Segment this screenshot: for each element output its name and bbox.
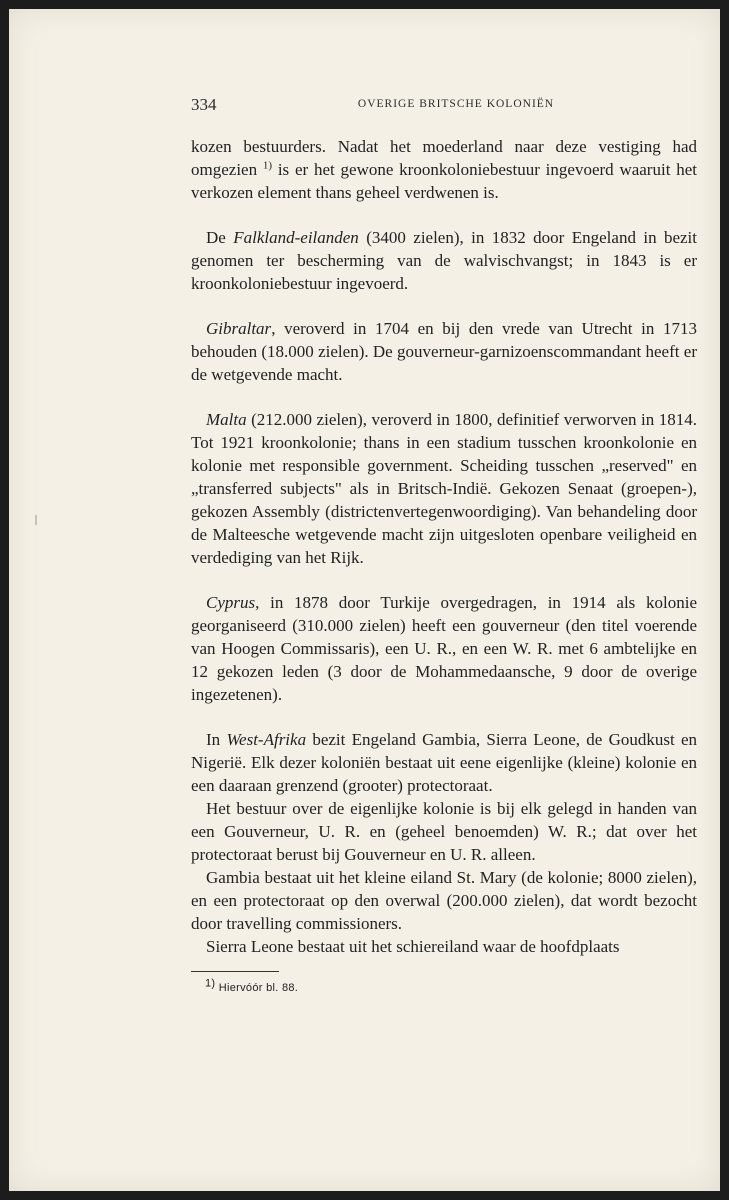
paragraph-gibraltar: Gibraltar, veroverd in 1704 en bij den vrede van Utrecht in 1713 behouden (18.000 zielen). De gouverneur-garnizoenscommandant heeft er de wetgevende macht. [191, 319, 697, 384]
footnote-divider [191, 971, 279, 972]
paragraph-sierra-leone: Sierra Leone bestaat uit het schiereiland waar de hoofdplaats [206, 937, 620, 956]
footnote-reference: 1) [262, 159, 273, 172]
footnote-text: Hiervóór bl. 88. [215, 982, 299, 994]
paragraph-falkland: De Falkland-eilanden (3400 zielen), in 1832 door Engeland in bezit genomen ter bescherming van de walvischvangst; in 1843 is er kroonkoloniebestuur ingevoerd. [191, 228, 698, 293]
place-name: West-Afrika [226, 730, 307, 749]
place-name: Cyprus [206, 593, 256, 612]
paragraph-cyprus: Cyprus, in 1878 door Turkije overgedragen, in 1914 als kolonie georganiseerd (310.000 zielen) heeft een gouverneur (den titel voerende van Hoogen Commissaris), een U. R., en een W. R. met 6 ambtelijke en 12 gekozen leden (3 door de Mohammedaansche, 9 door de overige ingezetenen). [191, 593, 697, 704]
place-name: Gibraltar [206, 319, 272, 338]
paragraph-bestuur: Het bestuur over de eigenlijke kolonie is bij elk gelegd in handen van een Gouverneur, U. R. en (geheel benoemden) W. R.; dat over het protectoraat berust bij Gouverneur en U. R. alleen. [191, 799, 697, 864]
paragraph-continuation: kozen bestuurders. Nadat het moederland naar deze vestiging had omgezien $^{1)}$ is er het gewone kroonkoloniebestuur ingevoerd waaruit het verkozen element thans geheel verdwenen is. [191, 137, 697, 202]
footnote [205, 977, 299, 994]
page-number: 334 [191, 95, 217, 114]
place-name: Falkland-eilanden [233, 228, 359, 247]
page-header [191, 95, 697, 119]
paragraph-malta: Malta (212.000 zielen), veroverd in 1800, definitief verworven in 1814. Tot 1921 kroonkolonie; thans in een stadium tusschen kroonkolonie en kolonie met responsible government. Scheiding tusschen „reserved" en „transferred subjects" als in Britsch-Indië. Gekozen Senaat (groepen-), gekozen Assembly (districtenvertegenwoordiging). Van behandeling door de Malteesche wetgevende macht zijn uitgesloten openbare veiligheid en verdediging van het Rijk. [191, 410, 697, 567]
footnote-marker: 1) [205, 977, 216, 990]
body-text [191, 135, 697, 958]
paragraph-west-afrika: In West-Afrika bezit Engeland Gambia, Sierra Leone, de Goudkust en Nigerië. Elk dezer koloniën bestaat uit eene eigenlijke (kleine) kolonie en een daaraan grenzend (grooter) protectoraat. [191, 730, 697, 795]
place-name: Malta [206, 410, 247, 429]
running-title: OVERIGE BRITSCHE KOLONIËN [357, 98, 555, 110]
paragraph-gambia: Gambia bestaat uit het kleine eiland St. Mary (de kolonie; 8000 zielen), en een protectoraat op den overwal (200.000 zielen), dat wordt bezocht door travelling commissioners. [191, 868, 697, 933]
page-blemish [35, 515, 37, 525]
